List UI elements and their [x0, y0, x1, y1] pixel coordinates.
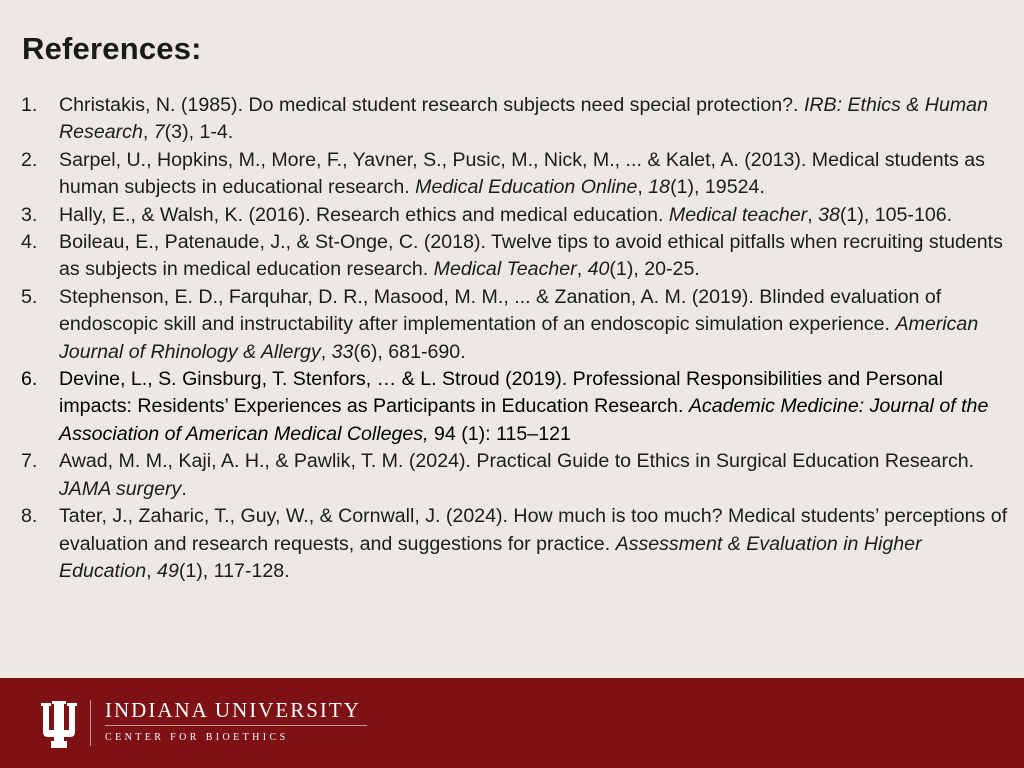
reference-italic: Assessment & Evaluation in Higher Education — [59, 532, 922, 582]
footer-bar — [0, 678, 1024, 768]
reference-segment: (1), 105-106. — [839, 203, 953, 226]
reference-segment: Boileau, E., Patenaude, J., & St-Onge, C. (2018). Twelve tips to avoid ethical pitfalls when recruiting students as subjects in medical education research. — [59, 231, 1003, 281]
reference-segment: Stephenson, E. D., Farquhar, D. R., Masood, M. M., ... & Zanation, A. M. (2019). Blinded evaluation of endoscopic skill and instructability after implementation of an endoscopic simulation experience. — [59, 285, 942, 336]
reference-italic: Medical Teacher — [433, 258, 577, 281]
reference-item — [21, 92, 1011, 147]
reference-number: 2. — [21, 148, 38, 171]
iu-trident-icon — [40, 700, 78, 748]
reference-item — [21, 366, 1011, 448]
reference-item — [21, 229, 1011, 284]
reference-segment: (1), 117-128. — [178, 559, 290, 582]
reference-number: 3. — [21, 203, 38, 226]
reference-italic: JAMA surgery — [59, 477, 182, 500]
reference-text — [59, 505, 1007, 582]
references-list — [21, 92, 1011, 585]
reference-italic: 33 — [331, 340, 354, 363]
reference-item — [21, 503, 1011, 585]
reference-number: 6. — [21, 368, 38, 391]
logo-rule — [105, 725, 367, 726]
reference-item — [21, 284, 1011, 366]
reference-number: 4. — [21, 231, 38, 254]
reference-number: 1. — [21, 94, 38, 116]
reference-item — [21, 147, 1011, 202]
reference-segment: (3), 1-4. — [164, 121, 234, 144]
reference-segment: Tater, J., Zaharic, T., Guy, W., & Cornwall, J. (2024). How much is too much? Medical students’ perceptions of evaluation and research requests, and suggestions for practice. — [59, 505, 1008, 555]
reference-italic: IRB: Ethics & Human Research — [59, 94, 988, 144]
reference-italic: Medical Education Online — [415, 176, 638, 199]
reference-item — [21, 448, 1011, 503]
reference-number: 7. — [21, 450, 38, 473]
slide-title: References: — [22, 31, 202, 66]
reference-italic: 38 — [818, 203, 840, 226]
reference-number: 5. — [21, 285, 38, 308]
reference-segment: , — [807, 203, 819, 226]
reference-text — [59, 149, 985, 198]
reference-text — [59, 231, 1003, 280]
reference-segment: . — [181, 477, 187, 500]
reference-text — [59, 286, 978, 363]
reference-segment: , — [320, 340, 332, 363]
reference-item — [21, 202, 1011, 229]
logo-divider — [90, 700, 91, 746]
reference-segment: Christakis, N. (1985). Do medical student research subjects need special protection?. — [59, 94, 804, 116]
reference-italic: Academic Medicine: Journal of the Association of American Medical Colleges, — [59, 395, 989, 445]
reference-number: 8. — [21, 505, 38, 528]
department-name: CENTER FOR BIOETHICS — [105, 732, 289, 743]
reference-segment: (1), 20-25. — [609, 258, 700, 281]
reference-text — [59, 450, 974, 499]
reference-segment: 94 (1): 115–121 — [428, 422, 571, 445]
reference-segment: Devine, L., S. Ginsburg, T. Stenfors, … & L. Stroud (2019). Professional Responsibilities and Personal impacts: Residents’ Experiences as Participants in Education Research. — [59, 368, 943, 418]
reference-segment: (1), 19524. — [670, 176, 765, 199]
reference-text — [59, 94, 988, 143]
reference-segment: , — [146, 559, 158, 582]
reference-segment: , — [637, 176, 649, 199]
reference-segment: , — [142, 121, 154, 144]
reference-segment: , — [576, 258, 588, 281]
reference-italic: 7 — [153, 121, 165, 144]
reference-italic: American Journal of Rhinology & Allergy — [59, 313, 979, 363]
reference-italic: Medical teacher — [668, 203, 808, 226]
reference-italic: 18 — [648, 176, 671, 199]
reference-segment: Awad, M. M., Kaji, A. H., & Pawlik, T. M. (2024). Practical Guide to Ethics in Surgical Education Research. — [59, 450, 975, 473]
institution-name: INDIANA UNIVERSITY — [105, 698, 361, 722]
reference-segment: (6), 681-690. — [353, 340, 466, 363]
reference-text — [59, 204, 952, 226]
reference-segment: Sarpel, U., Hopkins, M., More, F., Yavner, S., Pusic, M., Nick, M., ... & Kalet, A. (2013). Medical students as human subjects in educational research. — [59, 148, 985, 199]
reference-italic: 40 — [587, 258, 610, 281]
reference-segment: Hally, E., & Walsh, K. (2016). Research ethics and medical education. — [59, 203, 669, 226]
reference-italic: 49 — [157, 559, 179, 582]
reference-text — [59, 368, 988, 445]
